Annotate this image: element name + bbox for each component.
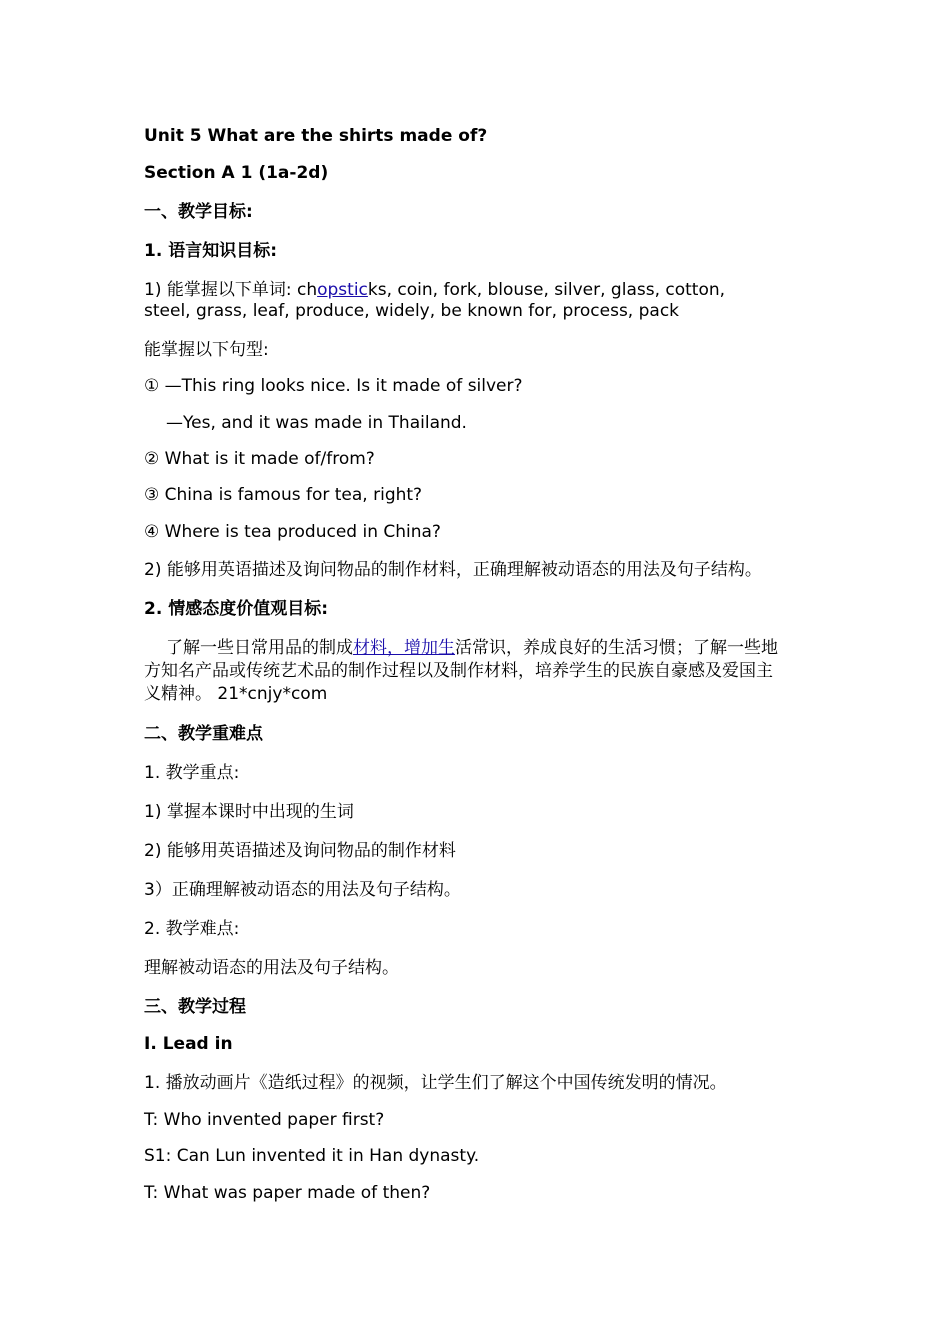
emotion-text-b: 活常识，养成良好的生活习惯；了解一些地 bbox=[455, 638, 778, 658]
heading-key-points: 二、教学重难点 bbox=[144, 724, 263, 744]
dialog-t1: T: Who invented paper first? bbox=[144, 1110, 385, 1130]
sentence-3: ③ China is famous for tea, right? bbox=[144, 485, 423, 505]
heading-process: 三、教学过程 bbox=[144, 997, 246, 1017]
vocab-link[interactable]: opstic bbox=[317, 280, 368, 300]
difficulty-title: 2. 教学难点: bbox=[144, 919, 240, 939]
heading-language-goals: 1. 语言知识目标: bbox=[144, 241, 278, 261]
key-point-1: 1) 掌握本课时中出现的生词 bbox=[144, 802, 354, 822]
vocab-line-2: steel, grass, leaf, produce, widely, be known for, process, pack bbox=[144, 301, 680, 321]
lead-in-step-1: 1. 播放动画片《造纸过程》的视频，让学生们了解这个中国传统发明的情况。 bbox=[144, 1073, 727, 1093]
vocab-prefix: 1) 能掌握以下单词: ch bbox=[144, 280, 318, 300]
emotion-text-a: 了解一些日常用品的制成 bbox=[166, 638, 353, 658]
goal-2: 2) 能够用英语描述及询问物品的制作材料，正确理解被动语态的用法及句子结构。 bbox=[144, 560, 762, 580]
emotion-link[interactable]: 材料，增加生 bbox=[353, 638, 455, 658]
key-point-3: 3）正确理解被动语态的用法及句子结构。 bbox=[144, 880, 461, 900]
sentence-1: ① —This ring looks nice. Is it made of silver? bbox=[144, 376, 523, 396]
sentence-1-answer: —Yes, and it was made in Thailand. bbox=[166, 413, 467, 433]
emotion-line-3: 义精神。 21*cnjy*com bbox=[144, 684, 328, 704]
heading-objectives: 一、教学目标: bbox=[144, 202, 253, 222]
vocab-rest: ks, coin, fork, blouse, silver, glass, cotton, bbox=[367, 280, 726, 300]
key-title: 1. 教学重点: bbox=[144, 763, 240, 783]
section-title: Section A 1 (1a-2d) bbox=[144, 163, 329, 183]
sentence-intro: 能掌握以下句型: bbox=[144, 340, 269, 360]
key-point-2: 2) 能够用英语描述及询问物品的制作材料 bbox=[144, 841, 456, 861]
dialog-t2: T: What was paper made of then? bbox=[144, 1183, 431, 1203]
emotion-line-2: 方知名产品或传统艺术品的制作过程以及制作材料，培养学生的民族自豪感及爱国主 bbox=[144, 661, 773, 681]
sentence-4: ④ Where is tea produced in China? bbox=[144, 522, 441, 542]
difficulty-1: 理解被动语态的用法及句子结构。 bbox=[144, 958, 399, 978]
dialog-s1: S1: Can Lun invented it in Han dynasty. bbox=[144, 1146, 480, 1166]
heading-emotion-goals: 2. 情感态度价值观目标: bbox=[144, 599, 329, 619]
vocab-line-1 bbox=[144, 279, 725, 301]
emotion-line-1 bbox=[144, 637, 778, 659]
sentence-2: ② What is it made of/from? bbox=[144, 449, 375, 469]
unit-title: Unit 5 What are the shirts made of? bbox=[144, 126, 488, 146]
lead-in-title: I. Lead in bbox=[144, 1034, 233, 1054]
